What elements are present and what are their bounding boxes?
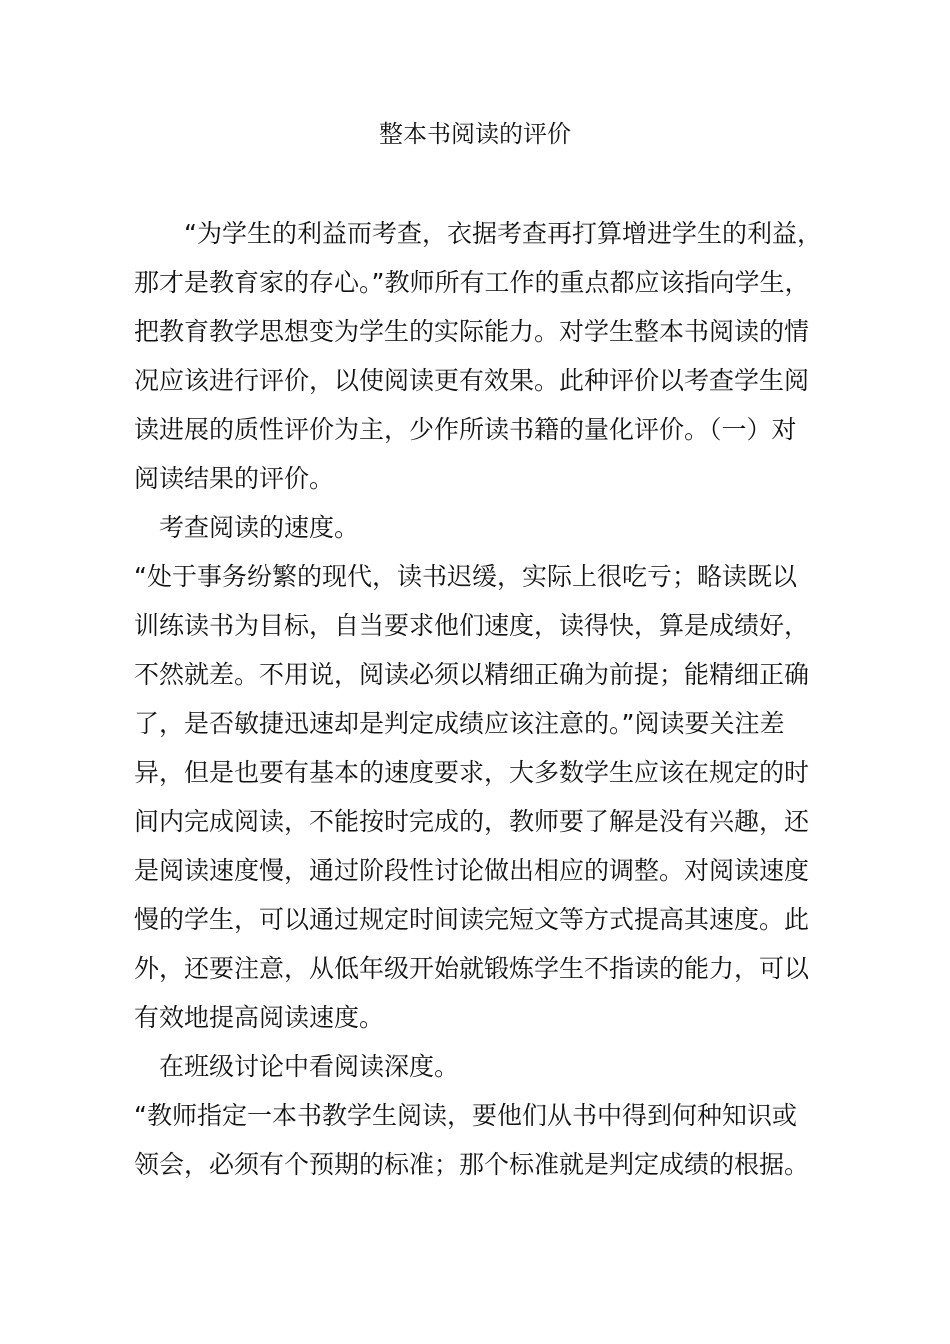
- text-line: 慢的学生，可以通过规定时间读完短文等方式提高其速度。此: [134, 905, 810, 934]
- text-line: 领会，必须有个预期的标准；那个标准就是判定成绩的根据。: [134, 1150, 810, 1179]
- text-line: 不然就差。不用说，阅读必须以精细正确为前提；能精细正确: [134, 660, 810, 689]
- text-line: 把教育教学思想变为学生的实际能力。对学生整本书阅读的情: [134, 317, 810, 346]
- text-line: “处于事务纷繁的现代，读书迟缓，实际上很吃亏；略读既以: [134, 562, 797, 591]
- text-line: 况应该进行评价，以使阅读更有效果。此种评价以考查学生阅: [134, 366, 810, 395]
- text-line: “教师指定一本书教学生阅读，要他们从书中得到何种知识或: [134, 1101, 797, 1130]
- text-line: 有效地提高阅读速度。: [134, 1003, 385, 1032]
- section-heading-depth: 在班级讨论中看阅读深度。: [159, 1052, 460, 1081]
- text-line: 阅读结果的评价。: [134, 464, 335, 493]
- text-line: 是阅读速度慢，通过阶段性讨论做出相应的调整。对阅读速度: [134, 856, 810, 885]
- text-line: 异，但是也要有基本的速度要求，大多数学生应该在规定的时: [134, 758, 810, 787]
- text-line: 了，是否敏捷迅速却是判定成绩应该注意的。”阅读要关注差: [134, 709, 785, 738]
- document-title: 整本书阅读的评价: [379, 120, 571, 148]
- text-line: 读进展的质性评价为主，少作所读书籍的量化评价。（一）对: [134, 415, 797, 444]
- text-line: 外，还要注意，从低年级开始就锻炼学生不指读的能力，可以: [134, 954, 810, 983]
- text-line: 那才是教育家的存心。”教师所有工作的重点都应该指向学生，: [134, 268, 810, 297]
- text-line: 训练读书为目标，自当要求他们速度，读得快，算是成绩好，: [134, 611, 810, 640]
- section-heading-speed: 考查阅读的速度。: [159, 513, 360, 542]
- document-body: [134, 209, 834, 1189]
- text-line: “为学生的利益而考查，衣据考查再打算增进学生的利益，: [184, 219, 822, 248]
- text-line: 间内完成阅读，不能按时完成的，教师要了解是没有兴趣，还: [134, 807, 810, 836]
